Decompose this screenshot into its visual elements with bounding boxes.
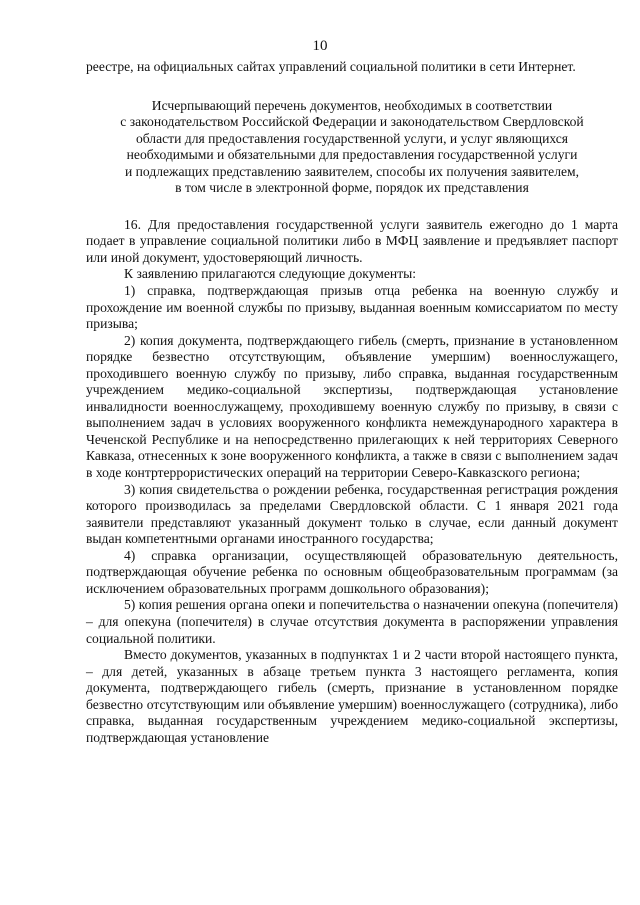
document-body [86, 59, 618, 746]
list-item-3: 3) копия свидетельства о рождении ребенка, государственная регистрация рождения которого производилась за пределами Свердловской области. С 1 января 2021 года заявители представляют указанный документ только в случае, если данный документ выдан компетентными органами иностранного государства; [86, 481, 618, 547]
paragraph-16: 16. Для предоставления государственной услуги заявитель ежегодно до 1 марта подает в управление социальной политики либо в МФЦ заявление и предъявляет паспорт или иной документ, удостоверяющий личность. [86, 216, 618, 265]
list-item-2: 2) копия документа, подтверждающего гибель (смерть, признание в установленном порядке безвестно отсутствующим, объявление умершим) военнослужащего, проходившего военную службу по призыву, либо справка, выданная государственным учреждением медико-социальной экспертизы, подтверждающая установление инвалидности военнослужащему, проходившему военную службу по призыву, в связи с выполнением задач в условиях вооруженного конфликта немеждународного характера в Чеченской Республике и на непосредственно прилегающих к ней территориях Северного Кавказа, отнесенных к зоне вооруженного конфликта, а также в связи с выполнением задач в ходе контртеррористических операций на территории Северо-Кавказского региона; [86, 332, 618, 481]
list-item-4: 4) справка организации, осуществляющей образовательную деятельность, подтверждающая обучение ребенка по основным общеобразовательным программам (за исключением образовательных программ дошкольного образования); [86, 547, 618, 596]
intro-paragraph: реестре, на официальных сайтах управлений социальной политики в сети Интернет. [86, 59, 576, 74]
heading-line: необходимыми и обязательными для предоставления государственной услуги [126, 147, 578, 163]
section-heading [86, 98, 618, 197]
heading-line: Исчерпывающий перечень документов, необходимых в соответствии [151, 97, 553, 113]
attachments-intro: К заявлению прилагаются следующие документы: [124, 266, 417, 282]
list-item-1: 1) справка, подтверждающая призыв отца ребенка на военную службу и прохождение им военной службы по призыву, выданная военным комиссариатом по месту призыва; [86, 283, 618, 332]
heading-line: в том числе в электронной форме, порядок их представления [175, 180, 529, 196]
heading-line: и подлежащих представлению заявителем, способы их получения заявителем, [124, 163, 580, 179]
heading-line: области для предоставления государственной услуги, и услуг являющихся [135, 130, 569, 146]
page-number: 10 [312, 38, 328, 54]
substitute-documents-paragraph: Вместо документов, указанных в подпунктах 1 и 2 части второй настоящего пункта, – для детей, указанных в абзаце третьем пункта 3 настоящего регламента, копия документа, подтверждающего гибель (смерть, признание в установленном порядке безвестно отсутствующим или объявление умершим) военнослужащего (сотрудника), либо справка, выданная государственным учреждением медико-социальной экспертизы, подтверждающая установление [86, 647, 618, 745]
list-item-5: 5) копия решения органа опеки и попечительства о назначении опекуна (попечителя) – для опекуна (попечителя) в случае отсутствия документа в распоряжении управления социальной политики. [86, 597, 618, 646]
heading-line: с законодательством Российской Федерации и законодательством Свердловской [120, 114, 584, 130]
